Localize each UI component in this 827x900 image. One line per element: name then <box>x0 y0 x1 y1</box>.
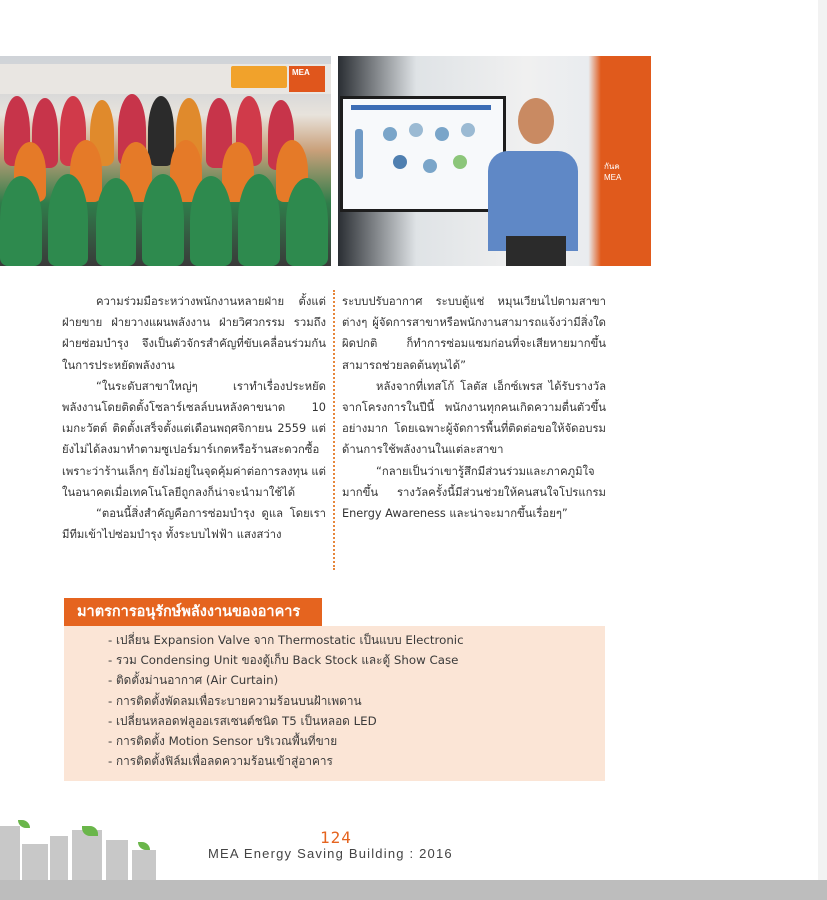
presentation-screen <box>340 96 506 212</box>
article-paragraph: “ในระดับสาขาใหญ่ๆ เราทำเรื่องประหยัดพลังงานโดยติดตั้งโซลาร์เซลล์บนหลังคาขนาด 10 เมกะวัตต์ ติดตั้งเสร็จตั้งแต่เดือนพฤศจิกายน 2559 แต่ยังไม่ได้ลงมาทำตามซูเปอร์มาร์เกตหรือร้านสะดวกซื้อ เพราะว่าร้านเล็กๆ ยังไม่อยู่ในจุดคุ้มค่าต่อการลงทุน แต่ในอนาคตเมื่อเทคโนโลยีถูกลงก็น่าจะนำมาใช้ได้ <box>62 379 326 499</box>
measure-item: - การติดตั้ง Motion Sensor บริเวณพื้นที่ขาย <box>108 734 338 749</box>
person-figure <box>238 174 280 266</box>
measure-item: - รวม Condensing Unit ของตู้เก็บ Back Stock และตู้ Show Case <box>108 653 459 668</box>
screen-diagram-item <box>453 155 467 169</box>
article-paragraph: “ตอนนี้สิ่งสำคัญคือการซ่อมบำรุง ดูแล โดยเรามีทีมเข้าไปซ่อมบำรุง ทั้งระบบไฟฟ้า แสงสว่าง <box>62 507 326 542</box>
person-figure <box>190 176 232 266</box>
building-shape <box>106 840 128 880</box>
screen-diagram-item <box>383 127 397 141</box>
presenter-head <box>518 98 554 144</box>
person-figure <box>148 96 174 166</box>
group-photo <box>0 56 331 266</box>
building-shape <box>72 830 102 880</box>
banner-logo <box>231 66 287 88</box>
screen-diagram-item <box>435 127 449 141</box>
city-skyline-graphic <box>0 816 160 880</box>
mea-logo-panel <box>289 66 325 92</box>
article-paragraph: “กลายเป็นว่าเขารู้สึกมีส่วนร่วมและภาคภูมิใจมากขึ้น รางวัลครั้งนี้มีส่วนช่วยให้คนสนใจโปรแกรม Energy Awareness และน่าจะมากขึ้นเรื่อยๆ” <box>342 464 606 521</box>
person-figure <box>286 178 328 266</box>
screen-diagram-item <box>409 123 423 137</box>
footer-bar <box>0 880 827 900</box>
measures-heading: มาตรการอนุรักษ์พลังงานของอาคาร <box>64 598 322 626</box>
column-divider <box>333 290 335 570</box>
article-paragraph: หลังจากที่เทสโก้ โลตัส เอ็กซ์เพรส ได้รับรางวัลจากโครงการในปีนี้ พนักงานทุกคนเกิดความตื่นตัวขึ้นอย่างมาก โดยเฉพาะผู้จัดการพื้นที่ติดต่อขอให้จัดอบรมด้านการใช้พลังงานในแต่ละสาขา <box>342 379 606 457</box>
person-figure <box>142 174 184 266</box>
measures-list <box>64 626 605 771</box>
screen-diagram-item <box>355 129 363 179</box>
article-paragraph: ระบบปรับอากาศ ระบบตู้แช่ หมุนเวียนไปตามสาขาต่างๆ ผู้จัดการสาขาหรือพนักงานสามารถแจ้งว่ามีสิ่งใดผิดปกติ ก็ทำการซ่อมแซมก่อนที่จะเสียหายมากขึ้น สามารถช่วยลดต้นทุนได้” <box>342 295 606 372</box>
person-figure <box>0 176 42 266</box>
screen-title-bar <box>351 105 491 110</box>
mea-logo-text: MEA <box>292 68 310 77</box>
person-figure <box>48 174 88 266</box>
article-paragraph: ความร่วมมือระหว่างพนักงานหลายฝ่าย ตั้งแต่ฝ่ายขาย ฝ่ายวางแผนพลังงาน ฝ่ายวิศวกรรม รวมถึงฝ่ายซ่อมบำรุง จึงเป็นตัวจักรสำคัญที่ขับเคลื่อนร่วมกันในการประหยัดพลังงาน <box>62 295 326 372</box>
presenter-photo <box>338 56 651 266</box>
leaf-icon <box>82 826 98 836</box>
measure-item: - การติดตั้งพัดลมเพื่อระบายความร้อนบนฝ้าเพดาน <box>108 693 362 708</box>
page-edge-strip <box>818 0 827 880</box>
building-shape <box>50 836 68 880</box>
measure-item: - เปลี่ยน Expansion Valve จาก Thermostatic เป็นแบบ Electronic <box>108 633 464 647</box>
person-figure <box>96 178 136 266</box>
building-shape <box>0 826 20 880</box>
page-number: 124 <box>320 828 352 847</box>
measures-box <box>64 626 605 781</box>
building-shape <box>22 844 48 880</box>
measure-item: - ติดตั้งม่านอากาศ (Air Curtain) <box>108 673 279 688</box>
event-sign-line: กันค <box>604 162 620 171</box>
publication-title: MEA Energy Saving Building : 2016 <box>208 846 453 861</box>
screen-diagram-item <box>461 123 475 137</box>
article-column-left <box>62 291 326 545</box>
leaf-icon <box>138 842 150 850</box>
article-column-right <box>342 291 606 524</box>
screen-diagram-item <box>393 155 407 169</box>
building-shape <box>132 850 156 880</box>
event-sign-line: MEA <box>604 173 622 182</box>
presenter-legs <box>506 236 566 266</box>
screen-diagram-item <box>423 159 437 173</box>
event-sign <box>600 161 651 201</box>
measure-item: - การติดตั้งฟิล์มเพื่อลดความร้อนเข้าสู่อาคาร <box>108 754 333 769</box>
measure-item: - เปลี่ยนหลอดฟลูออเรสเซนต์ชนิด T5 เป็นหลอด LED <box>108 713 377 728</box>
